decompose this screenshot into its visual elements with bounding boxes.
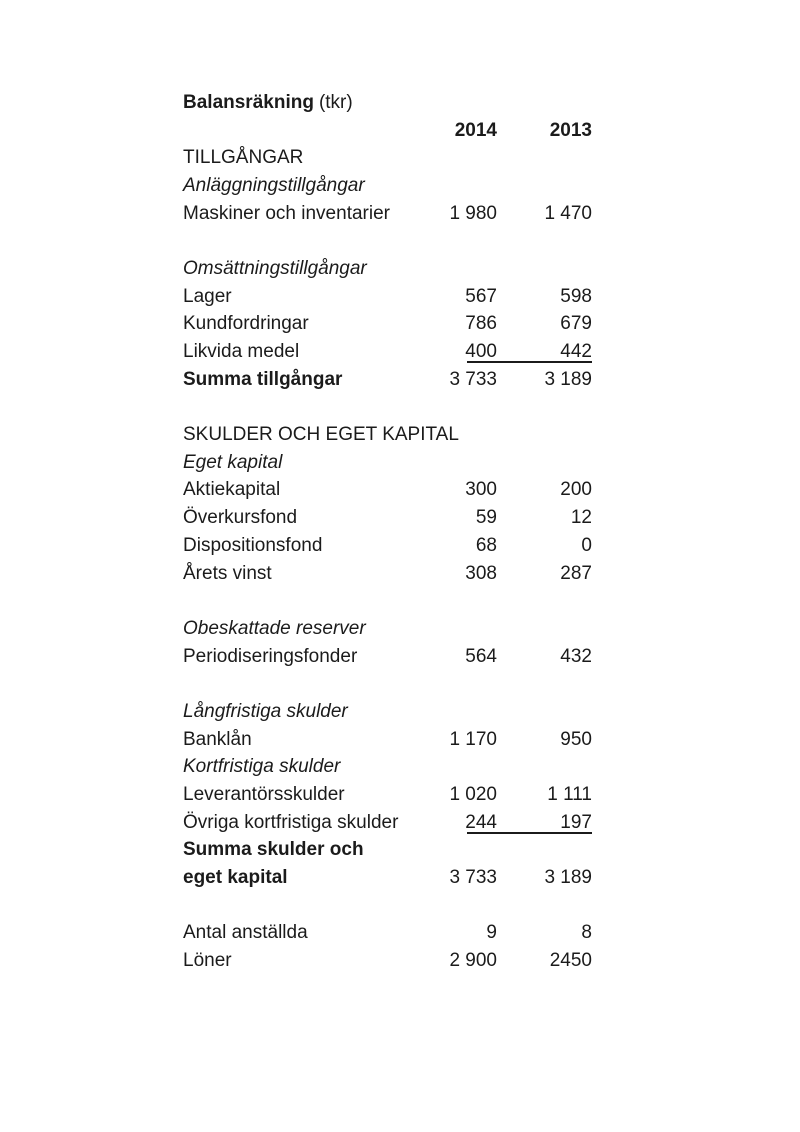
value-2014: 59 bbox=[475, 507, 497, 529]
table-row bbox=[183, 144, 592, 172]
row-label: Övriga kortfristiga skulder bbox=[183, 811, 399, 833]
page-title bbox=[183, 92, 423, 114]
table-row bbox=[183, 421, 592, 449]
table-row bbox=[183, 947, 592, 975]
row-label: Antal anställda bbox=[183, 922, 308, 944]
table-row bbox=[183, 892, 592, 920]
table-row bbox=[183, 781, 592, 809]
table-row bbox=[183, 172, 592, 200]
document-title-row bbox=[183, 89, 592, 117]
value-2013: 1 111 bbox=[547, 784, 592, 806]
value-2013: 12 bbox=[570, 507, 592, 529]
page-title-unit: (tkr) bbox=[318, 91, 353, 113]
table-row bbox=[183, 255, 592, 283]
value-2013: 598 bbox=[560, 285, 592, 307]
value-2014: 567 bbox=[465, 285, 497, 307]
table-row bbox=[183, 726, 592, 754]
row-label: Kundfordringar bbox=[183, 313, 309, 335]
page-title-bold: Balansräkning bbox=[183, 91, 314, 113]
row-label: Årets vinst bbox=[183, 562, 272, 584]
row-label: Dispositionsfond bbox=[183, 534, 323, 556]
year-header-row bbox=[183, 117, 592, 145]
table-row bbox=[183, 366, 592, 394]
table-row bbox=[183, 532, 592, 560]
table-row bbox=[183, 643, 592, 671]
value-2013: 950 bbox=[560, 728, 592, 750]
value-2014: 2 900 bbox=[449, 950, 497, 972]
table-row bbox=[183, 560, 592, 588]
value-2013: 1 470 bbox=[544, 202, 592, 224]
row-label: Kortfristiga skulder bbox=[183, 756, 341, 778]
value-2014: 1 020 bbox=[449, 784, 497, 806]
value-2014: 564 bbox=[465, 645, 497, 667]
table-row bbox=[183, 615, 592, 643]
value-2013: 0 bbox=[581, 534, 592, 556]
value-2013: 442 bbox=[560, 341, 592, 363]
value-2013: 2450 bbox=[549, 950, 592, 972]
value-2013: 197 bbox=[560, 811, 592, 833]
sum-rule bbox=[467, 832, 592, 834]
row-label: Långfristiga skulder bbox=[183, 700, 348, 722]
row-label: Lager bbox=[183, 285, 232, 307]
table-row bbox=[183, 670, 592, 698]
table-row bbox=[183, 504, 592, 532]
value-2013: 3 189 bbox=[544, 368, 592, 390]
table-row bbox=[183, 698, 592, 726]
table-row bbox=[183, 227, 592, 255]
row-label: Summa tillgångar bbox=[183, 368, 343, 390]
value-2013: 679 bbox=[560, 313, 592, 335]
value-2014: 400 bbox=[465, 341, 497, 363]
value-2013: 200 bbox=[560, 479, 592, 501]
balance-sheet bbox=[183, 89, 592, 975]
year-header-2014: 2014 bbox=[454, 119, 497, 141]
row-label: Löner bbox=[183, 950, 232, 972]
value-2014: 244 bbox=[465, 811, 497, 833]
table-row bbox=[183, 837, 592, 865]
table-row bbox=[183, 283, 592, 311]
table-row bbox=[183, 394, 592, 422]
value-2014: 3 733 bbox=[449, 867, 497, 889]
row-label: Aktiekapital bbox=[183, 479, 281, 501]
row-label: SKULDER OCH EGET KAPITAL bbox=[183, 424, 459, 446]
value-2014: 3 733 bbox=[449, 368, 497, 390]
table-row bbox=[183, 754, 592, 782]
row-label: eget kapital bbox=[183, 867, 288, 889]
value-2014: 1 980 bbox=[449, 202, 497, 224]
table-row bbox=[183, 477, 592, 505]
row-label: Obeskattade reserver bbox=[183, 617, 366, 639]
value-2014: 786 bbox=[465, 313, 497, 335]
balance-table-body bbox=[183, 144, 592, 975]
table-row bbox=[183, 311, 592, 339]
row-label: Leverantörsskulder bbox=[183, 784, 345, 806]
value-2014: 308 bbox=[465, 562, 497, 584]
value-2014: 300 bbox=[465, 479, 497, 501]
row-label: Överkursfond bbox=[183, 507, 298, 529]
row-label: Banklån bbox=[183, 728, 252, 750]
row-label: Maskiner och inventarier bbox=[183, 202, 390, 224]
row-label: Likvida medel bbox=[183, 341, 300, 363]
row-label: Omsättningstillgångar bbox=[183, 257, 367, 279]
row-label: Eget kapital bbox=[183, 451, 283, 473]
value-2014: 68 bbox=[475, 534, 497, 556]
row-label: TILLGÅNGAR bbox=[183, 147, 304, 169]
table-row bbox=[183, 200, 592, 228]
value-2013: 287 bbox=[560, 562, 592, 584]
table-row bbox=[183, 587, 592, 615]
table-row bbox=[183, 338, 592, 366]
value-2013: 8 bbox=[581, 922, 592, 944]
value-2013: 432 bbox=[560, 645, 592, 667]
value-2014: 9 bbox=[486, 922, 497, 944]
table-row bbox=[183, 920, 592, 948]
value-2014: 1 170 bbox=[449, 728, 497, 750]
table-row bbox=[183, 809, 592, 837]
row-label: Periodiseringsfonder bbox=[183, 645, 358, 667]
value-2013: 3 189 bbox=[544, 867, 592, 889]
year-header-2013: 2013 bbox=[549, 119, 592, 141]
table-row bbox=[183, 449, 592, 477]
row-label: Anläggningstillgångar bbox=[183, 174, 365, 196]
table-row bbox=[183, 864, 592, 892]
row-label: Summa skulder och bbox=[183, 839, 364, 861]
sum-rule bbox=[467, 361, 592, 363]
